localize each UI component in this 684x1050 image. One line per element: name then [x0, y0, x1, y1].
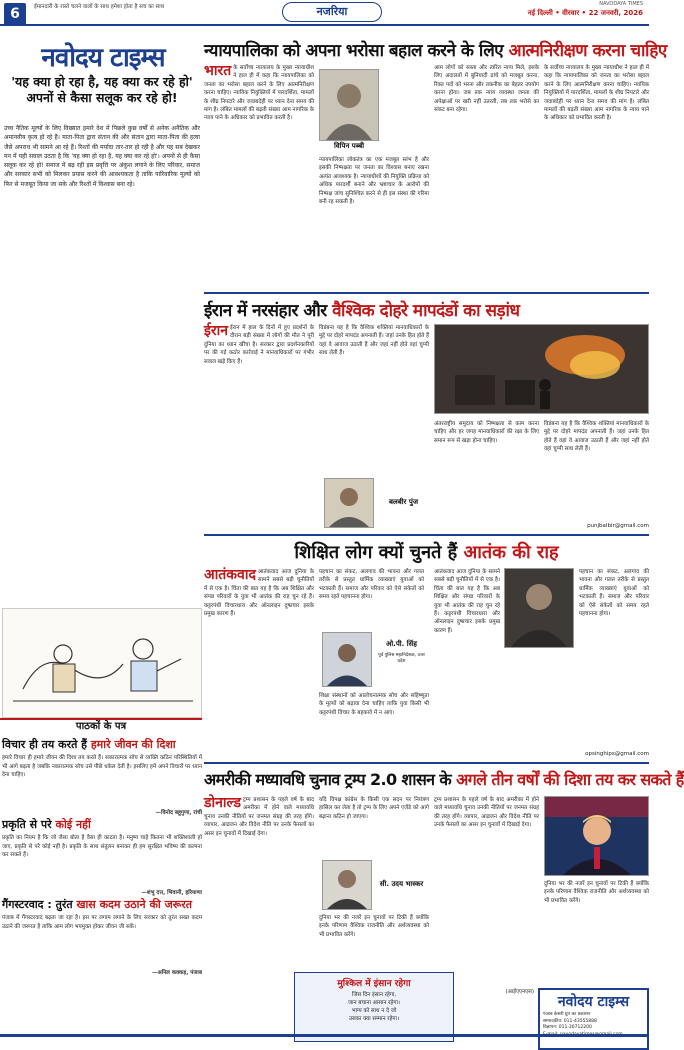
section-divider: [204, 762, 649, 764]
story3-author-photo: [322, 632, 372, 687]
story4-headline: [204, 768, 684, 790]
story4-author-name: सी. उदय भास्कर: [374, 880, 429, 889]
story4-column-3: दुनिया भर की नजरें इन चुनावों पर टिकी हैं क्योंकि इनके परिणाम वैश्विक राजनीति और अर्थव्यवस्था को भी प्रभावित करेंगे।: [319, 915, 429, 938]
poem-line: भाग्य को साथ न दे जो: [351, 1008, 397, 1014]
story3-column-4: आतंकवाद आज दुनिया के सामने सबसे बड़ी चुनौतियों में से एक है। चिंता की बात यह है कि अब शिक्षित और संपन्न परिवारों के युवा भी आतंक की राह चुन रहे हैं। कट्टरपंथी विचारधारा और ऑनलाइन दुष्प्रचार इसके प्रमुख कारण हैं।: [434, 569, 500, 634]
story1-column-3: आम लोगों को सस्ता और त्वरित न्याय मिले, इसके लिए अदालतों में बुनियादी ढांचे को मजबूत करना, रिक्त पदों को भरना और तकनीक का बेहतर उपयोग करना होगा। जब तक न्याय व्यवस्था जनता की अपेक्षाओं पर खरी नहीं उतरती, तब तक भरोसे का संकट बना रहेगा।: [434, 65, 539, 114]
story3-kicker: आतंकवाद: [204, 567, 256, 583]
letter-author: —विनोद बहुगुणा, रांची: [155, 810, 202, 816]
story1-kicker: भारत: [204, 63, 232, 79]
letter-title-highlight: हमारे जीवन की दिशा: [90, 738, 176, 751]
author-portrait-icon: [325, 479, 373, 527]
story1-article: [204, 64, 649, 290]
dateline: नई दिल्ली • वीरवार • 22 जनवरी, 2026: [527, 9, 643, 17]
story2-headline-part: ईरान में नरसंहार और: [204, 301, 333, 321]
letter-body: हमारे विचार ही हमारे जीवन की दिशा तय करते हैं। सकारात्मक सोच से व्यक्ति कठिन परिस्थितियों में भी आगे बढ़ता है जबकि नकारात्मक सोच उसे पीछे धकेल देती है। इसलिए हमें अपने विचारों पर ध्यान देना चाहिए।: [2, 755, 202, 778]
letter-title-part: गैंगस्टरवाद : तुरंत: [2, 898, 77, 911]
masthead-logo: नवोदय टाइम्स: [41, 43, 165, 73]
story1-author-name: विपिन पब्बी: [319, 142, 379, 151]
story3-news-photo: [504, 568, 574, 648]
story3-text: आतंकवाद आज दुनिया के सामने सबसे बड़ी चुनौतियों में से एक है। चिंता की बात यह है कि अब शिक्षित और संपन्न परिवारों के युवा भी आतंक की राह चुन रहे हैं। कट्टरपंथी विचारधारा और ऑनलाइन दुष्प्रचार इसके प्रमुख कारण हैं।: [204, 569, 314, 618]
story3-email: opsinghips@gmail.com: [585, 751, 649, 757]
story2-column-1: [204, 324, 314, 524]
story2-text: ईरान में हाल के दिनों में हुए प्रदर्शनों के दौरान बड़ी संख्या में लोगों की मौत ने पूरी दुनिया का ध्यान खींचा है। सरकार द्वारा प्रदर्शनकारियों पर की गई कठोर कार्रवाई ने मानवाधिकारों पर गंभीर सवाल खड़े किए हैं।: [204, 325, 314, 365]
story4-signoff: (आईएएनएस): [505, 989, 534, 995]
cartoon-illustration: [2, 608, 202, 718]
letter-author: —अनिल कक्कड़, पंजाब: [152, 970, 202, 976]
story4-author-photo: [322, 860, 372, 910]
story3-column-1: [204, 568, 314, 758]
story2-headline: [204, 298, 649, 321]
story2-column-3: अंतरराष्ट्रीय समुदाय को निष्पक्षता से काम करना चाहिए और हर जगह मानवाधिकारों की रक्षा के लिए समान रूप से खड़ा होना चाहिए।: [434, 421, 539, 444]
story2-news-photo: [434, 324, 649, 414]
author-portrait-icon: [323, 633, 371, 686]
story1-headline-highlight: आत्मनिरीक्षण करना चाहिए: [508, 41, 667, 61]
page-header: [0, 0, 649, 26]
story2-kicker: ईरान: [204, 323, 228, 339]
story1-column-1: [204, 64, 314, 284]
protest-scene-image: [435, 325, 648, 413]
header-slogan: ईमानदारी के रास्ते चलने वालों के साथ हमेशा होता है सच का साथ: [34, 4, 165, 10]
site-url: NAVODAYA TIMES: [599, 1, 643, 7]
story3-headline-highlight: आतंक की राह: [463, 542, 559, 563]
letter-item: [2, 818, 202, 896]
cartoon-drawing: [3, 609, 201, 717]
story1-author-photo: [319, 69, 379, 141]
story3-author-title: पूर्व पुलिस महानिदेशक, उत्तर प्रदेश: [374, 652, 429, 664]
story2-email: punjbalbir@gmail.com: [587, 523, 649, 529]
editorial-body: उच्च नैतिक मूल्यों के लिए विख्यात हमारे देश में पिछले कुछ वर्षों से अनेक अनैतिक और अमानवीय कृत्य हो रहे हैं। माता-पिता द्वारा संतान की और संतान द्वारा माता-पिता की हत्या जैसे अपराध भी सामने आ रहे हैं। रिश्तों की मर्यादा तार-तार हो रही है और यह सब देखकर मन में यही सवाल उठता है कि 'यह क्या हो रहा है, यह क्या कर रहे हो'। अपनों से ही कैसा सलूक कर रहे हो! समाज में बढ़ रही इस प्रवृत्ति पर अंकुश लगाने के लिए परिवार, समाज और सरकार सभी को मिलकर प्रयास करने की आवश्यकता है ताकि पारिवारिक मूल्यों को फिर से मजबूत किया जा सके और रिश्तों में विश्वास बना रहे।: [4, 125, 200, 188]
editorial-column: [0, 28, 202, 628]
story3-column-5: पहचान का संकट, अलगाव की भावना और गलत तरीके से प्रस्तुत धार्मिक व्याख्याएं युवाओं को भटकाती हैं। समाज और परिवार को ऐसे संकेतों को समय रहते पहचानना होगा।: [579, 569, 649, 618]
story3-column-2: पहचान का संकट, अलगाव की भावना और गलत तरीके से प्रस्तुत धार्मिक व्याख्याएं युवाओं को भटकाती हैं। समाज और परिवार को ऐसे संकेतों को समय रहते पहचानना होगा।: [319, 569, 424, 601]
story2-column-4: विडंबना यह है कि वैश्विक शक्तियां मानवाधिकारों के मुद्दे पर दोहरे मापदंड अपनाती हैं। जहां उनके हित होते हैं वहां वे आवाज उठाती हैं और जहां नहीं होते वहां चुप्पी साध लेती हैं।: [544, 421, 649, 453]
footer-line: सम्पादकीय: 011-43555888: [543, 1018, 597, 1024]
story2-column-2: विडंबना यह है कि वैश्विक शक्तियां मानवाधिकारों के मुद्दे पर दोहरे मापदंड अपनाती हैं। जहां उनके हित होते हैं वहां वे आवाज उठाती हैं और जहां नहीं होते वहां चुप्पी साध लेती हैं।: [319, 325, 429, 357]
footer-line: विज्ञापन: 011-30712200: [543, 1025, 592, 1030]
letter-author: —शंभु दत्त, भिवानी, हरियाणा: [141, 890, 202, 896]
poem-line: जान बचाना आसान रहेगा।: [348, 1000, 400, 1006]
letter-title: [2, 898, 202, 912]
author-portrait-icon: [320, 70, 378, 140]
story4-kicker: डोनाल्ड: [204, 795, 242, 811]
poem-line: जिस दिन इंसान रहेगा,: [351, 992, 397, 998]
story4-column-1: [204, 796, 314, 966]
main-articles: [204, 28, 684, 1043]
editorial-title: 'यह क्या हो रहा है, यह क्या कर रहे हो' अपनों से कैसा सलूक कर रहे हो!: [11, 74, 193, 105]
story2-author-photo: [324, 478, 374, 528]
letter-item: [2, 738, 202, 816]
author-portrait-icon: [323, 861, 371, 909]
footer-imprint-box: [538, 988, 649, 1050]
story4-column-5: दुनिया भर की नजरें इन चुनावों पर टिकी हैं क्योंकि इनके परिणाम वैश्विक राजनीति और अर्थव्यवस्था को भी प्रभावित करेंगे।: [544, 881, 649, 904]
section-tag: नजरिया: [282, 2, 382, 22]
story1-headline: [204, 38, 667, 61]
story4-text: ट्रम्प प्रशासन के पहले वर्ष के बाद अमरीका में होने वाले मध्यावधि चुनाव उनकी नीतियों पर जनमत संग्रह की तरह होंगे। व्यापार, आव्रजन और विदेश नीति पर उनके फैसलों का असर इन चुनावों में दिखाई देगा।: [204, 797, 314, 837]
poem-box: [294, 972, 454, 1042]
letter-title-part: विचार ही तय करते हैं: [2, 738, 91, 751]
story3-headline: [204, 540, 649, 564]
story1-text: के सर्वोच्च न्यायालय के मुख्य न्यायाधीश ने हाल ही में कहा कि न्यायपालिका को जनता का भरोसा बहाल करने के लिए आत्मनिरीक्षण करना चाहिए। न्यायिक नियुक्तियों में पारदर्शिता, मामलों के शीघ्र निपटारे और जवाबदेही पर ध्यान देना समय की मांग है। लंबित मामलों की बढ़ती संख्या आम नागरिक के न्याय पाने के अधिकार को प्रभावित करती है।: [204, 65, 314, 122]
story3-headline-part: शिक्षित लोग क्यों चुनते हैं: [294, 542, 464, 563]
poem-body: [295, 991, 453, 1023]
letter-title: [2, 818, 202, 832]
poem-title: मुश्किल में इंसान रहेगा: [337, 979, 411, 989]
letter-body: पंजाब में गैंगस्टरवाद बढ़ता जा रहा है। इस पर लगाम लगाने के लिए सरकार को तुरंत सख्त कदम उठाने की जरूरत है ताकि आम लोग भयमुक्त होकर जीवन जी सकें।: [2, 915, 202, 930]
story1-column-2: न्यायपालिका लोकतंत्र का एक मजबूत स्तंभ है और इसकी निष्पक्षता पर जनता का विश्वास बनाए रखना अत्यंत आवश्यक है। न्यायाधीशों की नियुक्ति प्रक्रिया को अधिक पारदर्शी बनाने और भ्रष्टाचार के आरोपों की निष्पक्ष जांच सुनिश्चित करने से ही इस संस्था की गरिमा बनी रह सकती है।: [319, 157, 429, 206]
story4-news-photo: [544, 796, 649, 876]
section-divider: [204, 292, 649, 294]
story2-headline-highlight: वैश्विक दोहरे मापदंडों का सड़ांध: [332, 301, 520, 321]
story4-headline-part: अमरीकी मध्यावधि चुनाव ट्रम्प 2.0 शासन के: [204, 770, 457, 789]
letter-title: [2, 738, 202, 752]
readers-letters: [2, 736, 202, 1036]
story1-column-4: के सर्वोच्च न्यायालय के मुख्य न्यायाधीश ने हाल ही में कहा कि न्यायपालिका को जनता का भरोसा बहाल करने के लिए आत्मनिरीक्षण करना चाहिए। न्यायिक नियुक्तियों में पारदर्शिता, मामलों के शीघ्र निपटारे और जवाबदेही पर ध्यान देना समय की मांग है। लंबित मामलों की बढ़ती संख्या आम नागरिक के न्याय पाने के अधिकार को प्रभावित करती है।: [544, 65, 649, 122]
page-number: 6: [4, 3, 26, 25]
story2-author-name: बलबीर पुंज: [376, 498, 431, 507]
poem-line: उसका क्या सम्मान रहेगा।: [348, 1016, 400, 1022]
story1-headline-part: न्यायपालिका को अपना भरोसा बहाल करने के लिए: [204, 41, 509, 61]
footer-rule: [0, 1034, 649, 1037]
story3-author-name: ओ.पी. सिंह: [374, 640, 429, 649]
story4-column-4: ट्रम्प प्रशासन के पहले वर्ष के बाद अमरीका में होने वाले मध्यावधि चुनाव उनकी नीतियों पर जनमत संग्रह की तरह होंगे। व्यापार, आव्रजन और विदेश नीति पर उनके फैसलों का असर इन चुनावों में दिखाई देगा।: [434, 797, 539, 829]
letter-body: प्रकृति का नियम है कि जो जैसा बोता है वैसा ही काटता है। मनुष्य चाहे कितना भी शक्तिशाली हो जाए, प्रकृति से परे कोई नहीं है। प्रकृति के साथ संतुलन बनाकर ही हम सुरक्षित भविष्य की कल्पना कर सकते हैं।: [2, 835, 202, 858]
readers-letters-heading: पाठकों के पत्र: [0, 718, 202, 734]
footer-line: पंजाब केसरी ग्रुप का प्रकाशन: [543, 1012, 591, 1017]
story4-headline-highlight: अगले तीन वर्षों की दिशा तय कर सकते हैं: [456, 770, 684, 789]
story3-column-3: शिक्षा संस्थानों को आलोचनात्मक सोच और सहिष्णुता के मूल्यों को बढ़ावा देना चाहिए ताकि युवा किसी भी कट्टरपंथी विचार के बहकावे में न आएं।: [319, 693, 429, 716]
letter-title-highlight: कोई नहीं: [55, 818, 91, 831]
trump-portrait-image: [545, 797, 648, 875]
letter-title-part: प्रकृति से परे: [2, 818, 56, 831]
section-divider: [204, 534, 649, 536]
footer-masthead: नवोदय टाइम्स: [557, 994, 630, 1010]
letter-item: [2, 898, 202, 976]
letter-title-highlight: खास कदम उठाने की जरूरत: [76, 898, 193, 911]
story4-column-2: यदि विपक्ष कांग्रेस के किसी एक सदन पर नियंत्रण हासिल कर लेता है तो ट्रम्प के लिए अपने एजेंडे को आगे बढ़ाना कठिन हो जाएगा।: [319, 797, 429, 820]
suspect-portrait-image: [505, 569, 573, 647]
